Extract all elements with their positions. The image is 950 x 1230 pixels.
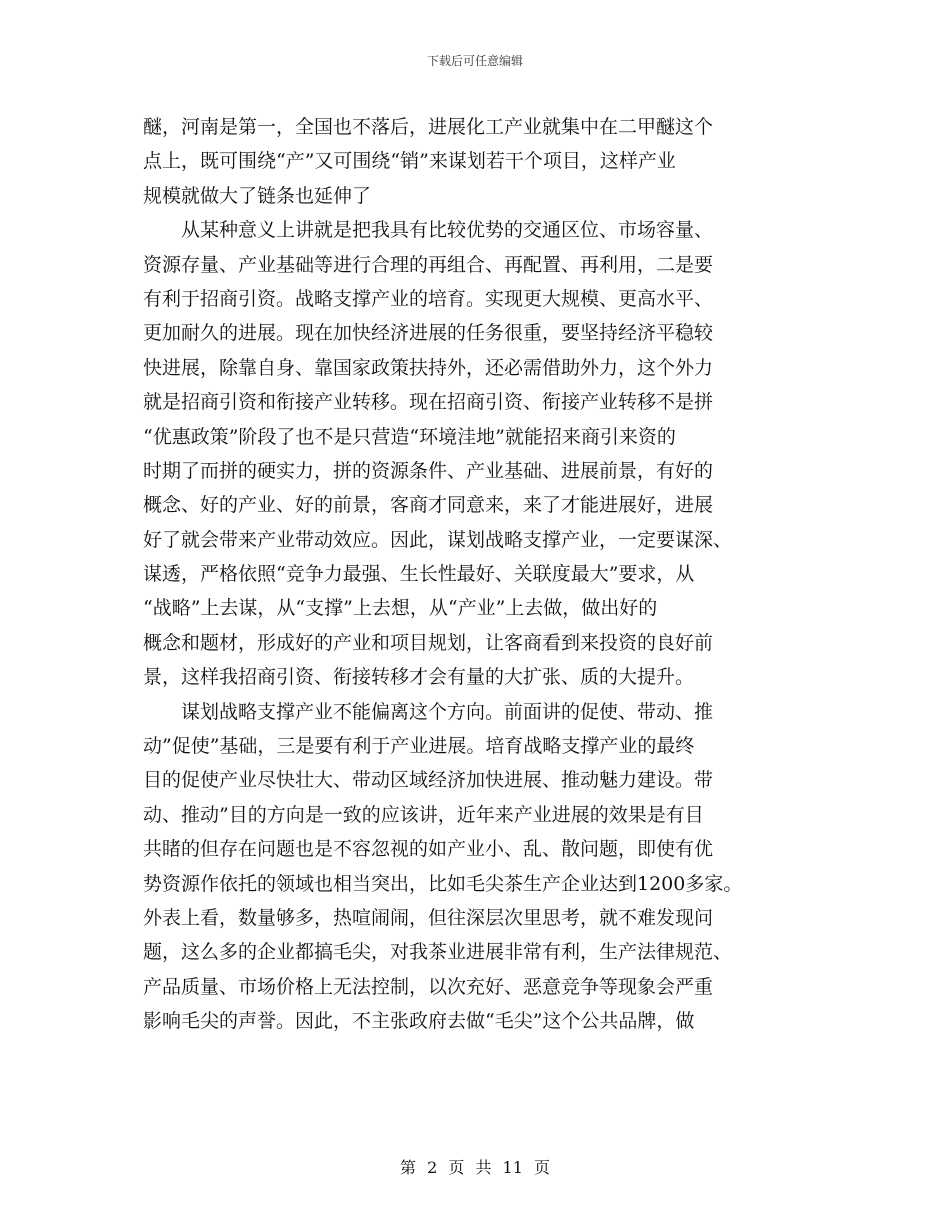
text-line: 从某种意义上讲就是把我具有比较优势的交通区位、市场容量、 [181, 219, 714, 242]
text-line: 就是招商引资和衔接产业转移。现在招商引资、衔接产业转移不是拼 [143, 391, 714, 414]
text-line: 动、推动”目的方向是一致的应该讲，近年来产业进展的效果是有目 [143, 803, 704, 826]
text-line: 概念、好的产业、好的前景，客商才同意来，来了才能进展好，进展 [143, 494, 714, 517]
text-line: 影响毛尖的声誉。因此，不主张政府去做“毛尖”这个公共品牌，做 [143, 1010, 695, 1033]
text-line: 有利于招商引资。战略支撑产业的培育。实现更大规模、更高水平、 [143, 287, 714, 310]
text-line: 共睹的但存在问题也是不容忽视的如产业小、乱、散问题，即使有优 [143, 838, 714, 861]
text-line: 概念和题材，形成好的产业和项目规划，让客商看到来投资的良好前 [143, 631, 714, 654]
text-line: “优惠政策”阶段了也不是只营造“环境洼地”就能招来商引来资的 [143, 425, 676, 448]
text-line: 资源存量、产业基础等进行合理的再组合、再配置、再利用，二是要 [143, 253, 714, 276]
document-body [143, 110, 803, 1039]
page-header: 下载后可任意编辑 [426, 54, 523, 68]
text-line: 醚，河南是第一，全国也不落后，进展化工产业就集中在二甲醚这个 [143, 116, 714, 138]
text-line: “战略”上去谋，从“支撑”上去想，从“产业”上去做，做出好的 [143, 597, 658, 620]
text-line: 外表上看，数量够多，热喧闹闹，但往深层次里思考，就不难发现问 [143, 906, 714, 929]
text-line: 势资源作依托的领域也相当突出，比如毛尖茶生产企业达到1200多家。 [143, 872, 743, 895]
text-line: 谋划战略支撑产业不能偏离这个方向。前面讲的促使、带动、推 [181, 700, 714, 723]
text-line: 谋透，严格依照“竞争力最强、生长性最好、关联度最大”要求，从 [143, 563, 695, 586]
text-line: 产品质量、市场价格上无法控制，以次充好、恶意竞争等现象会严重 [143, 975, 714, 998]
text-line: 更加耐久的进展。现在加快经济进展的任务很重，要坚持经济平稳较 [143, 322, 714, 345]
text-line: 快进展，除靠自身、靠国家政策扶持外，还必需借助外力，这个外力 [143, 356, 714, 379]
text-line: 题，这么多的企业都搞毛尖，对我茶业进展非常有利，生产法律规范、 [143, 941, 733, 964]
text-line: 目的促使产业尽快壮大、带动区域经济加快进展、推动魅力建设。带 [143, 769, 714, 792]
text-line: 规模就做大了链条也延伸了 [143, 184, 372, 207]
text-line: 动”促使”基础，三是要有利于产业进展。培育战略支撑产业的最终 [143, 735, 695, 758]
text-line: 时期了而拼的硬实力，拼的资源条件、产业基础、进展前景，有好的 [143, 459, 714, 482]
text-line: 点上，既可围绕“产”又可围绕“销”来谋划若干个项目，这样产业 [143, 150, 676, 173]
text-line: 景，这样我招商引资、衔接转移才会有量的大扩张、质的大提升。 [143, 666, 695, 689]
page-footer: 第 2 页 共 11 页 [400, 1158, 550, 1177]
text-line: 好了就会带来产业带动效应。因此，谋划战略支撑产业，一定要谋深、 [143, 528, 733, 551]
